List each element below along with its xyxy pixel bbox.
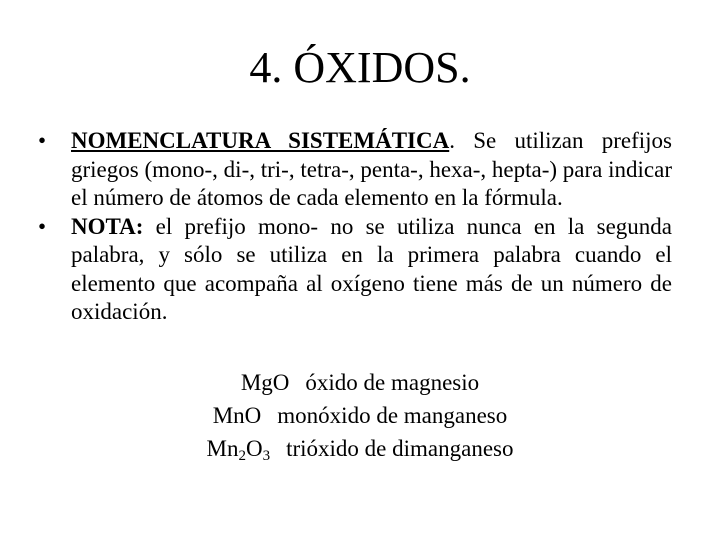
bullet-mark: • <box>37 128 47 153</box>
example-formula: MnO <box>212 403 262 428</box>
slide-title: 4. ÓXIDOS. <box>249 43 471 92</box>
example-name: óxido de magnesio <box>305 370 480 395</box>
bullet-term: NOMENCLATURA SISTEMÁTICA <box>71 128 450 153</box>
examples-list <box>0 366 720 465</box>
formula-subscript: 2 <box>238 448 246 464</box>
bullet-mark: • <box>37 213 47 239</box>
bullet-item-nota <box>32 213 672 327</box>
example-row <box>0 432 720 465</box>
formula-subscript: 3 <box>262 448 271 464</box>
example-formula: MgO <box>240 370 290 395</box>
bullet-text: Se utilizan prefijos griegos (mono-, di-, tri-, tetra-, penta-, hexa-, hepta-) para indicar el número de átomos de cada elemento en la fórmula. <box>71 128 672 210</box>
example-name: monóxido de manganeso <box>277 403 508 428</box>
formula-element: O <box>245 436 263 461</box>
example-row <box>0 399 720 432</box>
example-formula <box>207 432 271 465</box>
bullet-text: el prefijo mono- no se utiliza nunca en la segunda palabra, y sólo se utiliza en la primera palabra cuando el elemento que acompaña al oxígeno tiene más de un número de oxidación. <box>71 213 672 324</box>
bullet-item-nomenclatura <box>32 127 672 213</box>
bullet-list <box>32 127 672 327</box>
bullet-term: NOTA: <box>71 213 144 239</box>
example-row <box>0 366 720 399</box>
example-name: trióxido de dimanganeso <box>286 436 514 461</box>
formula-element: Mn <box>206 436 239 461</box>
bullet-term-suffix: . <box>449 128 455 153</box>
